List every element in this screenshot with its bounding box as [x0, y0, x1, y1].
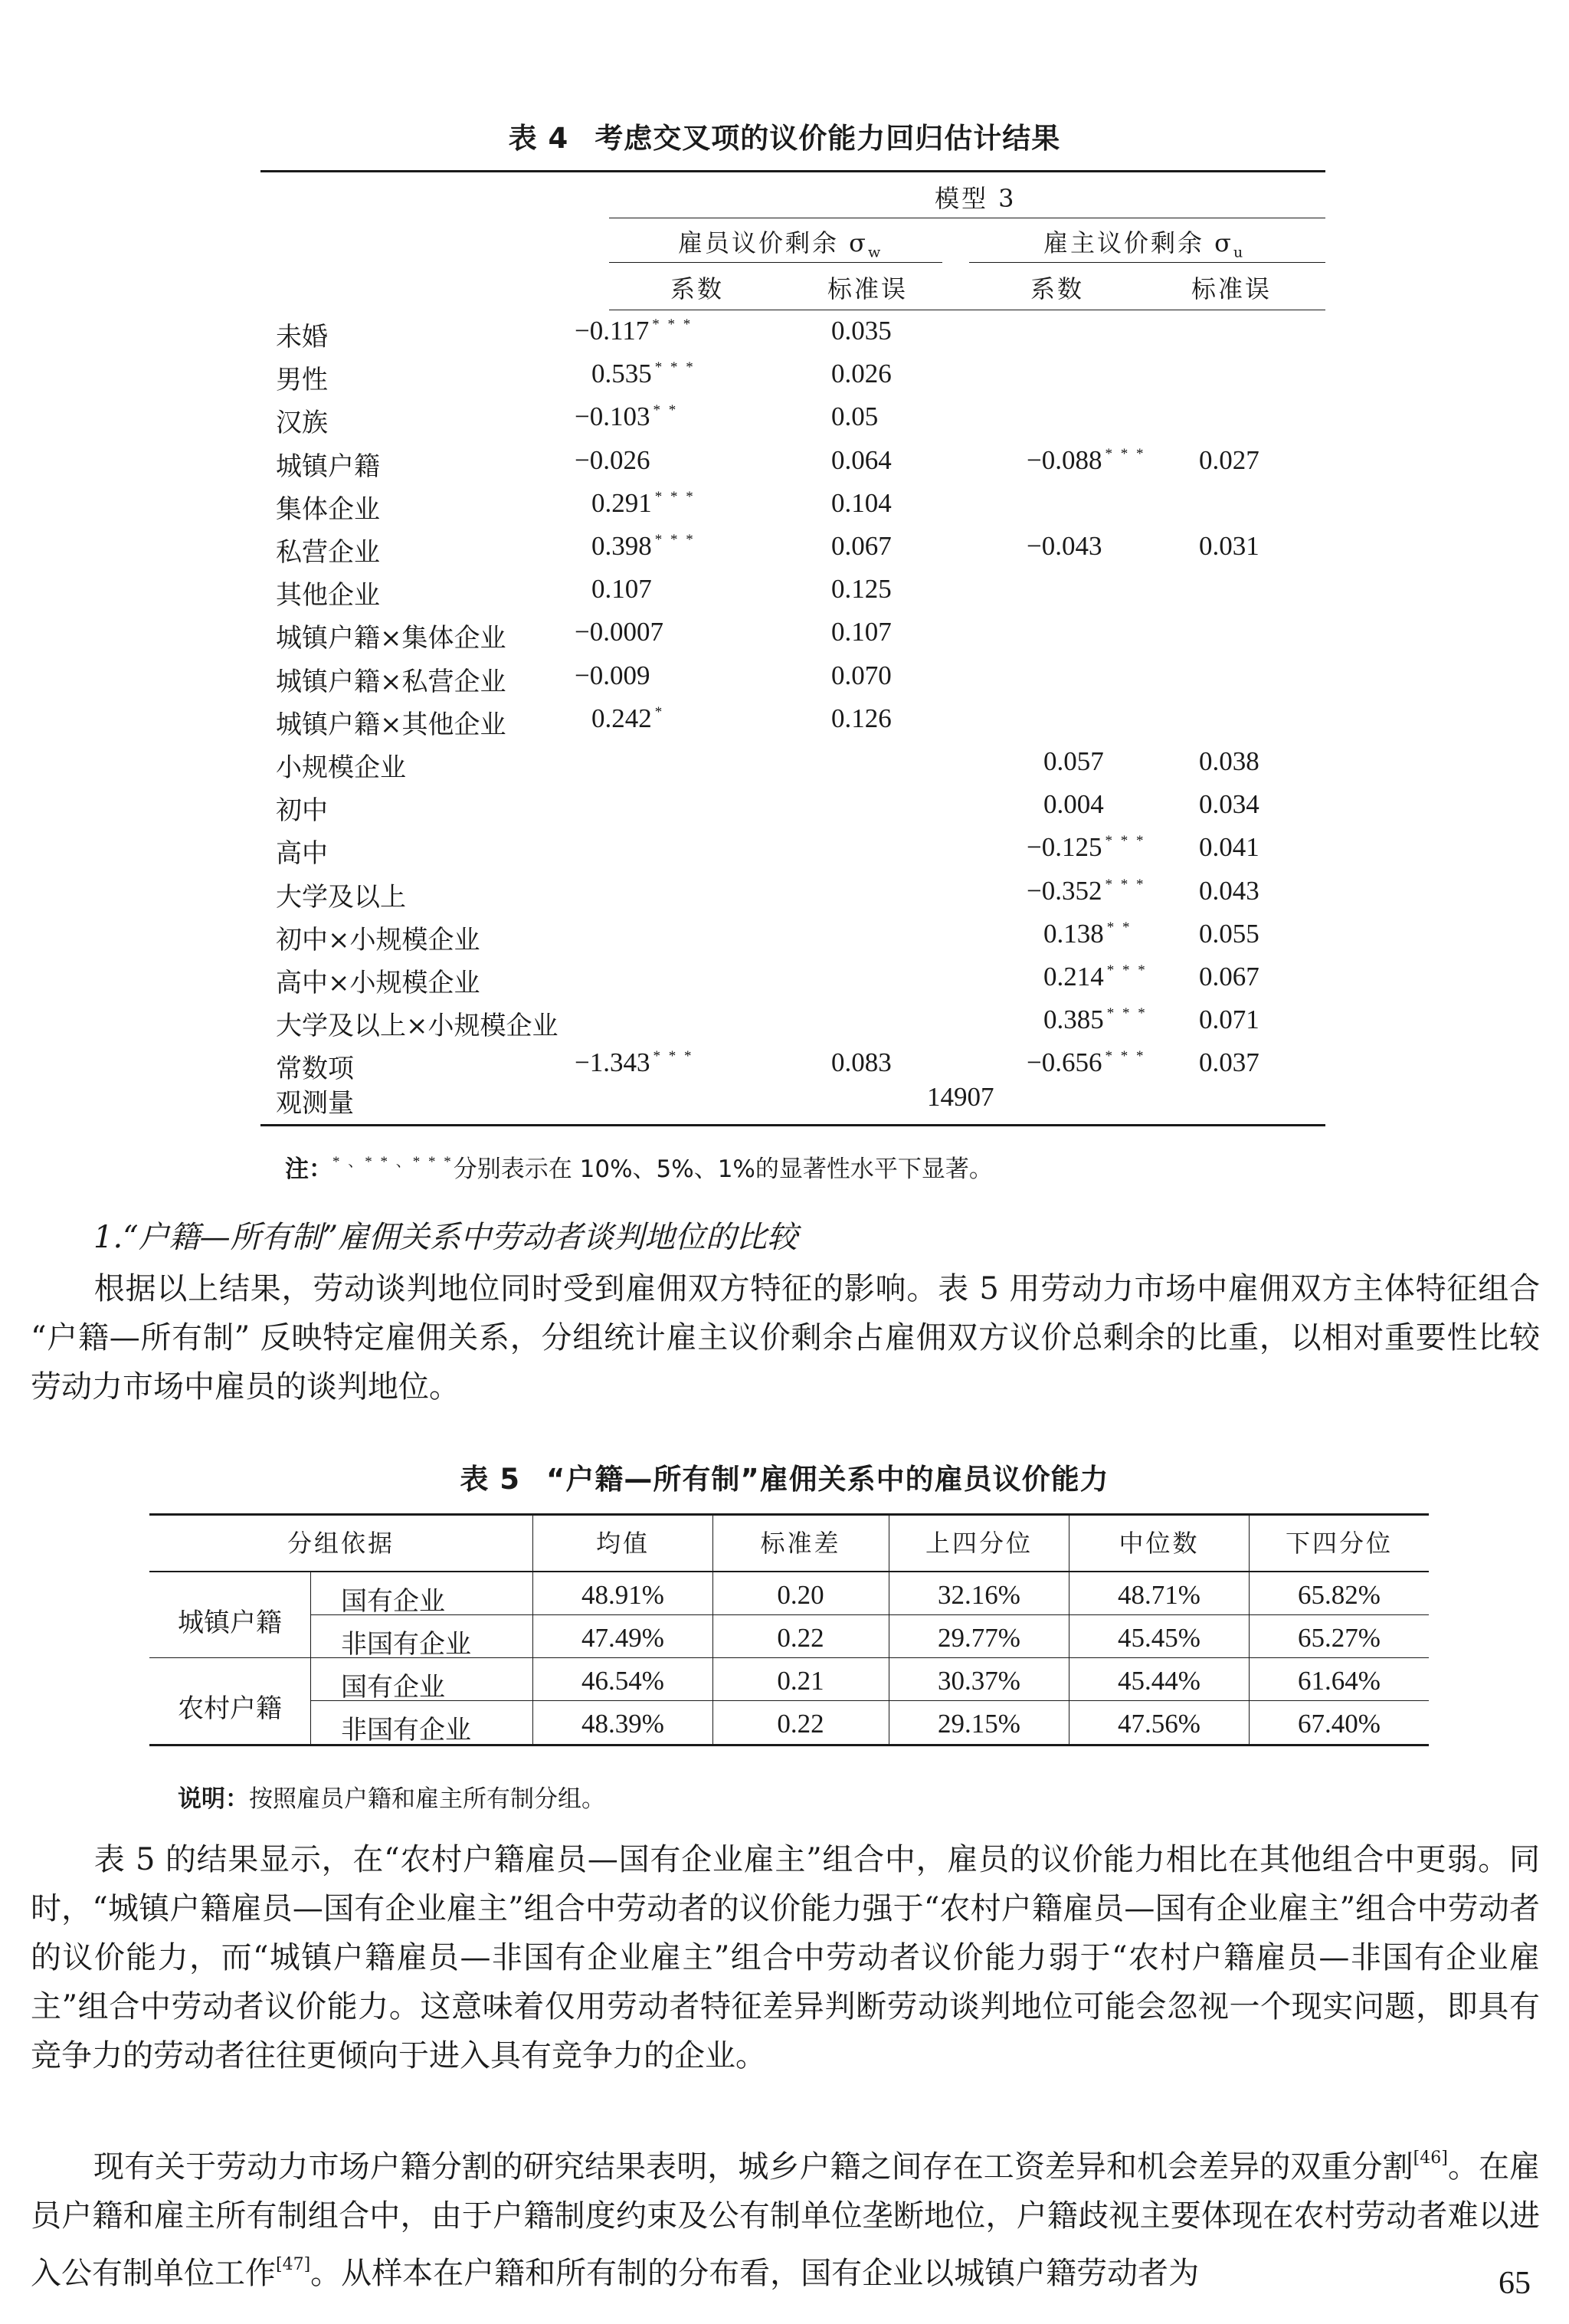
table4-cell-u-coef: −0.043: [1027, 531, 1102, 561]
table4-cell-w-se: 0.125: [831, 574, 892, 605]
table4-col-w-se: 标准误: [827, 274, 909, 303]
citation-46[interactable]: [46]: [1413, 2149, 1448, 2168]
table5-cell: 47.56%: [1118, 1709, 1200, 1739]
table4-group-w: 雇员议价剩余 $\sigma_w$: [678, 228, 883, 261]
table5-note-prefix: 说明：: [178, 1785, 249, 1813]
table4-cell-u-se: 0.041: [1199, 832, 1259, 863]
table4-group-u: 雇主议价剩余 $\sigma_u$: [1043, 228, 1246, 261]
table5-cell: 48.39%: [581, 1709, 664, 1739]
table5-cell: 45.45%: [1118, 1623, 1200, 1653]
table4-cell-u-coef: 0.004: [1043, 789, 1104, 820]
table4-cell-u-se: 0.055: [1199, 918, 1259, 949]
table4-row-label: 初中: [276, 795, 328, 827]
table4-model-label: 模型 3: [935, 184, 1017, 213]
table5-header: 均值: [595, 1529, 650, 1558]
significance-stars: * * *: [1105, 1048, 1146, 1065]
table4-cell-w-se: 0.05: [831, 402, 879, 432]
table4-cell-u-coef: −0.656 * * *: [1027, 1047, 1146, 1078]
table4-caption: [0, 115, 1569, 156]
table4-row-label: 城镇户籍×其他企业: [276, 709, 506, 740]
table5-note-text: 按照雇员户籍和雇主所有制分组。: [249, 1785, 605, 1813]
table5-header: 上四分位: [925, 1529, 1033, 1558]
table4-cell-u-se: 0.067: [1199, 962, 1259, 992]
table4-cell-u-se: 0.031: [1199, 531, 1259, 561]
table5-cell: 65.82%: [1298, 1580, 1381, 1610]
table4-row-label: 男性: [276, 365, 328, 396]
table5-cell: 45.44%: [1118, 1666, 1200, 1696]
table4-col-u-coef: 系数: [1030, 274, 1085, 303]
table5: [149, 1513, 1429, 1752]
table5-rule-r1: [310, 1614, 1429, 1615]
table4-caption-number: 表 4: [508, 122, 569, 155]
table4-cell-w-se: 0.083: [831, 1047, 892, 1078]
table4-cell-u-coef: −0.352 * * *: [1027, 875, 1146, 906]
table4: [260, 170, 1325, 1128]
table5-cell: 30.37%: [938, 1666, 1020, 1696]
table5-header-rule: [149, 1571, 1429, 1572]
table4-cell-u-se: 0.038: [1199, 746, 1259, 776]
significance-stars: * *: [653, 402, 679, 419]
paragraph-2: 表 5 的结果显示，在“农村户籍雇员—国有企业雇主”组合中，雇员的议价能力相比在其他组合中更弱。同时，“城镇户籍雇员—国有企业雇主”组合中劳动者的议价能力强于“农村户籍雇员—国有企业雇主”组合中劳动者的议价能力，而“城镇户籍雇员—非国有企业雇主”组合中劳动者议价能力弱于“农村户籍雇员—非国有企业雇主”组合中劳动者议价能力。这意味着仅用劳动者特征差异判断劳动谈判地位可能会忽视一个现实问题，即具有竞争力的劳动者往往更倾向于进入具有竞争力的企业。: [31, 1842, 1540, 2073]
table5-cell: 0.22: [777, 1709, 824, 1739]
table4-cell-u-coef: 0.214 * * *: [1043, 962, 1148, 992]
table5-cell: 48.91%: [581, 1580, 664, 1610]
table5-cell: 67.40%: [1298, 1709, 1381, 1739]
table4-cell-u-se: 0.043: [1199, 875, 1259, 906]
table4-row-label: 高中×小规模企业: [276, 968, 480, 998]
table5-header: 标准差: [760, 1529, 841, 1558]
table5-cell: 0.20: [777, 1580, 824, 1610]
table4-cell-w-coef: 0.291 * * *: [591, 487, 696, 518]
table4-cell-u-se: 0.037: [1199, 1047, 1259, 1078]
table5-cell: 48.71%: [1118, 1580, 1200, 1610]
table4-cell-w-coef: 0.535 * * *: [591, 359, 696, 389]
table5-cell: 29.15%: [938, 1709, 1020, 1739]
table4-rule-w: [609, 262, 942, 263]
table4-cell-w-se: 0.035: [831, 316, 892, 346]
table5-header: 分组依据: [287, 1529, 395, 1558]
significance-stars: * * *: [654, 359, 696, 376]
table4-col-u-se: 标准误: [1191, 274, 1273, 303]
table5-subgroup-label: 非国有企业: [341, 1629, 471, 1660]
table4-cell-w-se: 0.026: [831, 359, 892, 389]
table5-caption-title: “户籍—所有制”雇佣关系中的雇员议价能力: [546, 1463, 1109, 1496]
table4-bottom-rule: [260, 1124, 1325, 1126]
table4-cell-w-coef: 0.107: [591, 574, 652, 605]
citation-47[interactable]: [47]: [276, 2255, 311, 2274]
significance-stars: * * *: [652, 316, 693, 333]
table5-header: 下四分位: [1285, 1529, 1393, 1558]
table5-cell: 61.64%: [1298, 1666, 1381, 1696]
significance-stars: * * *: [1105, 833, 1146, 850]
table4-row-label: 私营企业: [276, 537, 380, 568]
table5-rule-r3: [310, 1700, 1429, 1701]
table5-cell: 0.22: [777, 1623, 824, 1653]
table5-cell: 0.21: [777, 1666, 824, 1696]
table4-cell-u-coef: 0.138 * *: [1043, 918, 1132, 949]
table5-note: [178, 1779, 605, 1814]
table4-cell-w-se: 0.070: [831, 660, 892, 690]
significance-stars: * * *: [654, 532, 696, 548]
table4-cell-u-coef: 0.057: [1043, 746, 1104, 776]
table5-cell: 47.49%: [581, 1623, 664, 1653]
significance-stars: * * *: [653, 1048, 694, 1065]
table4-cell-w-se: 0.104: [831, 487, 892, 518]
table4-cell-w-coef: −0.103 * *: [575, 402, 679, 432]
significance-stars: * * *: [1106, 1005, 1148, 1022]
table5-group-label: 农村户籍: [178, 1693, 282, 1724]
table4-row-label: 高中: [276, 838, 328, 870]
table4-row-label: 城镇户籍×私营企业: [276, 666, 506, 697]
table4-row-label: 常数项: [276, 1054, 354, 1085]
significance-stars: * * *: [654, 488, 696, 505]
table4-row-label: 城镇户籍: [276, 451, 380, 482]
table5-cell: 46.54%: [581, 1666, 664, 1696]
table5-cell: 29.77%: [938, 1623, 1020, 1653]
table4-cell-u-coef: 0.385 * * *: [1043, 1005, 1148, 1035]
table4-note: [285, 1149, 993, 1184]
table4-cell-w-coef: −0.009: [575, 660, 650, 690]
table4-cell-w-coef: −0.117 * * *: [575, 316, 693, 346]
table4-cell-w-se: 0.107: [831, 617, 892, 647]
table4-row-label: 汉族: [276, 408, 328, 439]
table4-row-label: 大学及以上×小规模企业: [276, 1011, 558, 1042]
table4-row-label: 其他企业: [276, 580, 380, 611]
table4-obs-value: 14907: [927, 1082, 994, 1112]
table4-caption-title: 考虑交叉项的议价能力回归估计结果: [595, 122, 1061, 155]
table4-cell-w-se: 0.126: [831, 703, 892, 733]
table4-row-label: 未婚: [276, 322, 328, 352]
table4-cell-u-coef: −0.088 * * *: [1027, 444, 1146, 475]
table4-col-w-coef: 系数: [670, 274, 725, 303]
table5-cell: 32.16%: [938, 1580, 1020, 1610]
significance-stars: * * *: [1106, 962, 1148, 978]
table4-cell-u-se: 0.034: [1199, 789, 1259, 820]
table5-group-label: 城镇户籍: [178, 1608, 282, 1638]
table4-cell-u-se: 0.027: [1199, 444, 1259, 475]
table4-row-label: 小规模企业: [276, 752, 406, 783]
table5-top-rule: [149, 1513, 1429, 1516]
table4-cell-w-coef: −0.0007: [575, 617, 663, 647]
table4-cell-w-se: 0.067: [831, 531, 892, 561]
table5-subgroup-label: 非国有企业: [341, 1715, 471, 1745]
significance-stars: * *: [1106, 919, 1132, 936]
significance-stars: * * *: [1105, 445, 1146, 462]
table5-subgroup-label: 国有企业: [341, 1672, 445, 1703]
table4-cell-w-coef: −0.026: [575, 444, 650, 475]
paragraph-1: 根据以上结果，劳动谈判地位同时受到雇佣双方特征的影响。表 5 用劳动力市场中雇佣双方主体特征组合 “户籍—所有制” 反映特定雇佣关系，分组统计雇主议价剩余占雇佣双方议价总剩余的比重，以相对重要性比较劳动力市场中雇员的谈判地位。: [31, 1271, 1540, 1405]
table4-cell-u-coef: −0.125 * * *: [1027, 832, 1146, 863]
table4-note-text: 分别表示在 10%、5%、1%的显著性水平下显著。: [453, 1155, 993, 1183]
paragraph-3: 现有关于劳动力市场户籍分割的研究结果表明，城乡户籍之间存在工资差异和机会差异的双重分割[46]。在雇员户籍和雇主所有制组合中，由于户籍制度约束及公有制单位垄断地位，户籍歧视主要体现在农村劳动者难以进入公有制单位工作[47]。从样本在户籍和所有制的分布看，国有企业以城镇户籍劳动者为: [31, 2149, 1541, 2291]
table4-cell-w-se: 0.064: [831, 444, 892, 475]
table4-cell-w-coef: −1.343 * * *: [575, 1047, 694, 1078]
table4-rule-u: [969, 262, 1325, 263]
page-number: 65: [1499, 2266, 1531, 2301]
table5-subgroup-label: 国有企业: [341, 1586, 445, 1617]
significance-stars: *: [654, 703, 665, 720]
table4-row-label: 城镇户籍×集体企业: [276, 623, 506, 654]
table5-caption-number: 表 5: [460, 1463, 520, 1496]
table4-note-stars: * 、* * 、* * *: [332, 1154, 454, 1170]
table5-cell: 65.27%: [1298, 1623, 1381, 1653]
table4-row-label: 初中×小规模企业: [276, 924, 480, 955]
table4-cell-u-se: 0.071: [1199, 1005, 1259, 1035]
table4-row-label: 集体企业: [276, 493, 380, 525]
table4-obs-label: 观测量: [276, 1088, 354, 1119]
table4-top-rule: [260, 170, 1325, 172]
table5-caption: [0, 1456, 1569, 1497]
section-heading: 1.“户籍—所有制”雇佣关系中劳动者谈判地位的比较: [93, 1220, 798, 1255]
significance-stars: * * *: [1105, 876, 1146, 893]
table5-header: 中位数: [1119, 1529, 1200, 1558]
table4-cell-w-coef: 0.398 * * *: [591, 531, 696, 561]
table4-cell-w-coef: 0.242 *: [591, 703, 665, 733]
table4-row-label: 大学及以上: [276, 881, 406, 913]
table4-note-prefix: 注：: [285, 1155, 332, 1183]
